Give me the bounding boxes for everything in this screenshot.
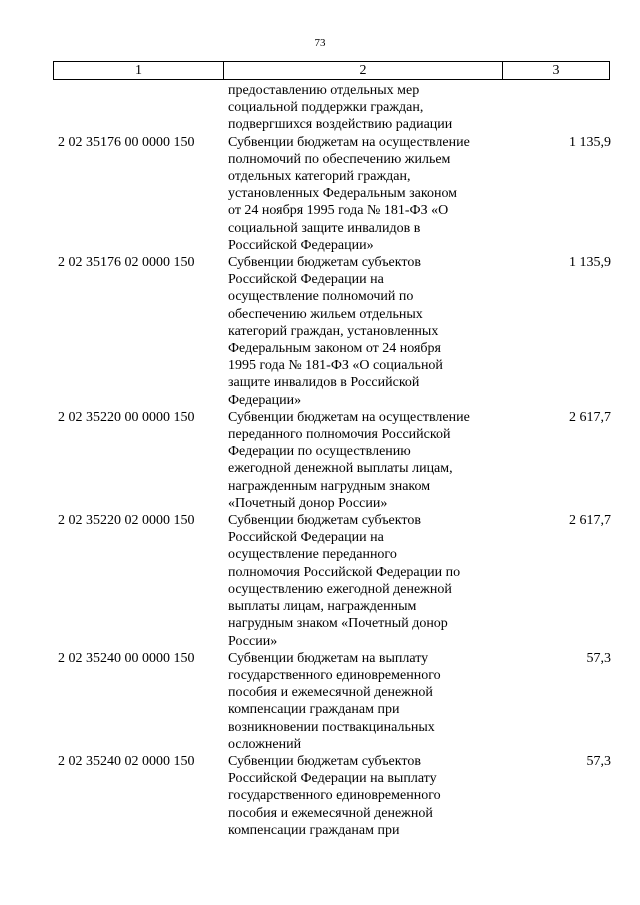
table-row bbox=[0, 512, 640, 650]
row-amount: 57,3 bbox=[586, 650, 611, 666]
table-row bbox=[0, 650, 640, 753]
row-amount: 2 617,7 bbox=[569, 513, 611, 529]
row-amount: 1 135,9 bbox=[569, 134, 611, 150]
column-header-3: 3 bbox=[552, 63, 560, 78]
row-description: Субвенции бюджетам на осуществление переданного полномочия Российской Федерации по осуществлению ежегодной денежной выплаты лицам, награжденным нагрудным знаком «Почетный донор России» bbox=[228, 409, 470, 511]
row-amount: 2 617,7 bbox=[569, 409, 611, 425]
budget-code: 2 02 35220 02 0000 150 bbox=[58, 513, 195, 529]
table-body bbox=[0, 82, 640, 839]
table-header bbox=[53, 61, 610, 80]
row-description: Субвенции бюджетам субъектов Российской Федерации на осуществление полномочий по обеспечению жильем отдельных категорий граждан, установленных Федеральным законом от 24 ноября 1995 года № 181-ФЗ «О социальной защите инвалидов в Российской Федерации» bbox=[228, 255, 443, 408]
row-amount: 1 135,9 bbox=[569, 255, 611, 271]
table-row bbox=[0, 753, 640, 839]
row-amount: 57,3 bbox=[586, 753, 611, 769]
row-description: Субвенции бюджетам субъектов Российской Федерации на осуществление переданного полномочия Российской Федерации по осуществлению ежегодной денежной выплаты лицам, награжденным нагрудным знаком «Почетный донор России» bbox=[228, 513, 461, 649]
budget-code: 2 02 35176 00 0000 150 bbox=[58, 134, 195, 150]
table-row bbox=[0, 82, 640, 134]
table-row bbox=[0, 254, 640, 409]
row-description: предоставлению отдельных мер социальной поддержки граждан, подвергшихся воздействию радиации bbox=[228, 83, 453, 133]
table-row bbox=[0, 409, 640, 512]
row-description: Субвенции бюджетам на осуществление полномочий по обеспечению жильем отдельных категорий граждан, установленных Федеральным законом от 24 ноября 1995 года № 181-ФЗ «О социальной защите инвалидов в Российской Федерации» bbox=[228, 134, 470, 253]
column-header-1: 1 bbox=[54, 62, 224, 79]
row-description: Субвенции бюджетам субъектов Российской Федерации на выплату государственного единовременного пособия и ежемесячной денежной компенсации гражданам при bbox=[228, 753, 441, 838]
budget-code: 2 02 35220 00 0000 150 bbox=[58, 409, 195, 425]
row-description: Субвенции бюджетам на выплату государственного единовременного пособия и ежемесячной денежной компенсации гражданам при возникновении поствакцинальных осложнений bbox=[228, 650, 441, 752]
page-number: 73 bbox=[314, 37, 326, 49]
column-header-2: 2 bbox=[224, 62, 503, 79]
budget-code: 2 02 35240 02 0000 150 bbox=[58, 753, 195, 769]
table-row bbox=[0, 134, 640, 254]
budget-code: 2 02 35240 00 0000 150 bbox=[58, 650, 195, 666]
budget-code: 2 02 35176 02 0000 150 bbox=[58, 255, 195, 271]
